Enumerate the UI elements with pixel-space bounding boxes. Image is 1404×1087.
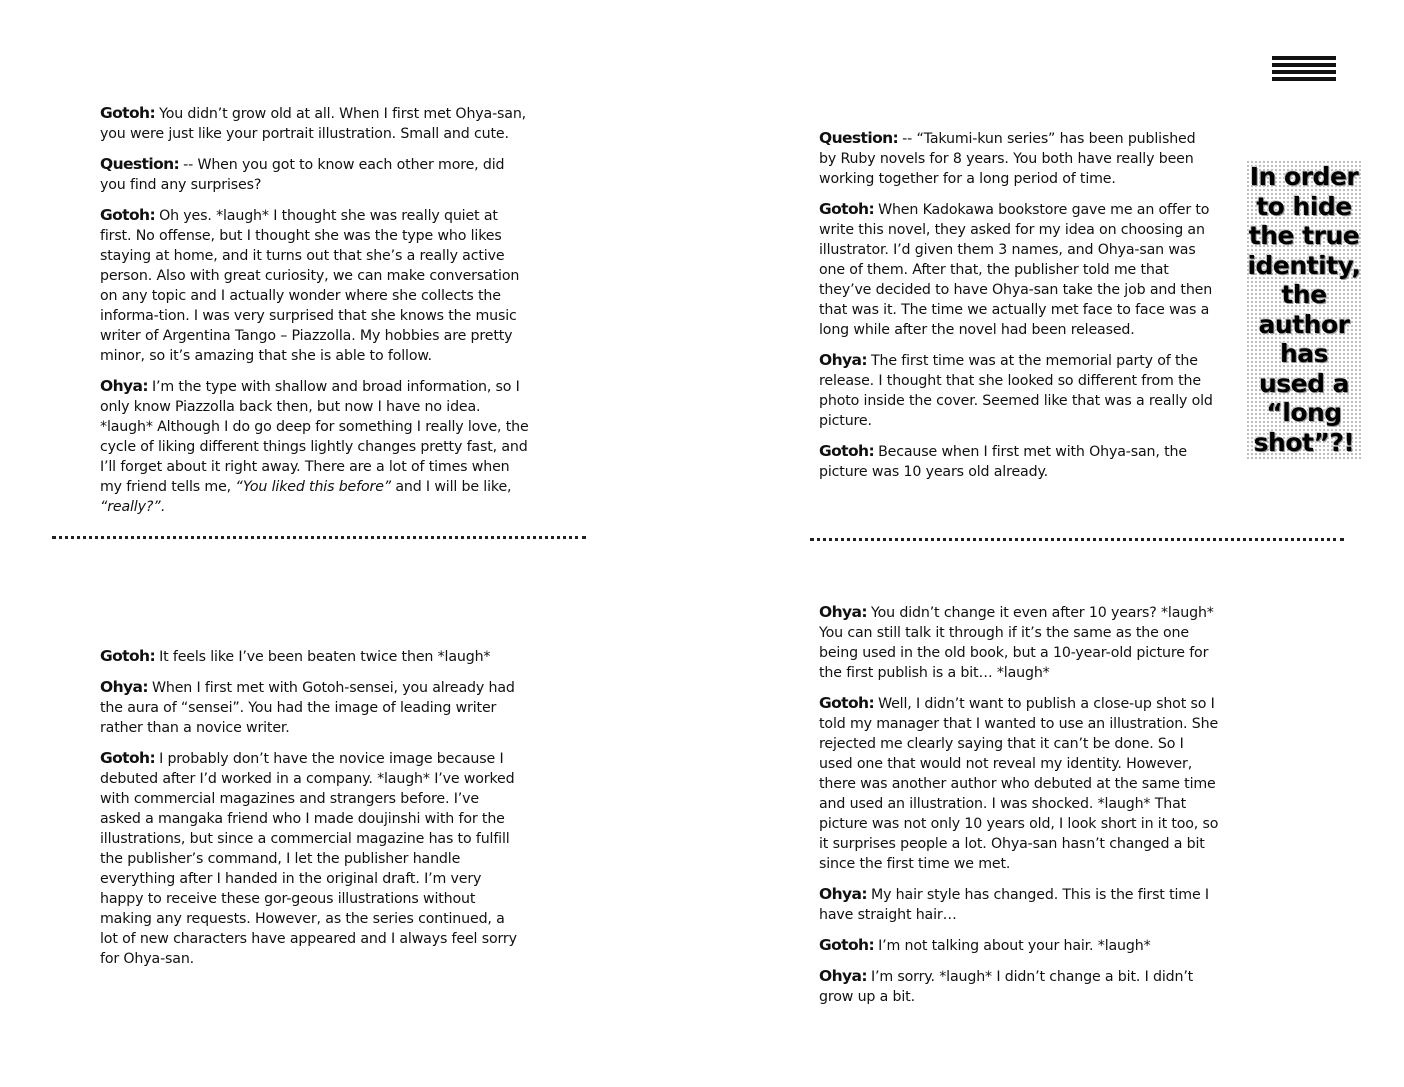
right-bottom-column — [819, 602, 1219, 1017]
dialogue-paragraph — [100, 677, 524, 738]
dialogue-paragraph — [819, 884, 1219, 925]
speaker-label: Gotoh: — [819, 200, 875, 218]
left-top-column — [100, 103, 530, 527]
dialogue-text: . — [160, 499, 165, 515]
speaker-label: Gotoh: — [100, 206, 156, 224]
speaker-label: Ohya: — [100, 377, 148, 395]
left-bottom-column — [100, 646, 524, 979]
dialogue-text: I’m the type with shallow and broad information, so I only know Piazzolla back then, but now I have no idea. *laugh* Although I do go deep for something I really love, the cycle of liking different things lightly changes pretty fast, and I’ll forget about it right away. There are a lot of times when my friend tells me, — [100, 379, 529, 495]
dialogue-text: and I will be like, — [390, 479, 512, 495]
dialogue-text: Because when I first met with Ohya-san, the picture was 10 years old already. — [819, 444, 1187, 480]
dialogue-text: -- When you got to know each other more, did you find any surprises? — [100, 157, 505, 193]
speaker-label: Gotoh: — [819, 936, 875, 954]
dialogue-paragraph — [100, 646, 524, 667]
speaker-label: Ohya: — [819, 967, 867, 985]
left-divider — [52, 536, 586, 539]
dialogue-text: The first time was at the memorial party of the release. I thought that she looked so different from the photo inside the cover. Seemed like that was a really old picture. — [819, 353, 1213, 429]
speaker-label: Gotoh: — [100, 749, 156, 767]
speaker-label: Ohya: — [100, 678, 148, 696]
speaker-label: Gotoh: — [819, 442, 875, 460]
dialogue-text: Well, I didn’t want to publish a close-up shot so I told my manager that I wanted to use an illustration. She rejected me clearly saying that it can’t be done. So I used one that would not reveal my identity. However, there was another author who debuted at the same time and used an illustration. I was shocked. *laugh* That picture was not only 10 years old, I look short in it too, so it surprises people a lot. Ohya-san hasn’t changed a bit since the first time we met. — [819, 696, 1219, 872]
dialogue-paragraph — [819, 441, 1215, 482]
quoted-text: “You liked this before” — [235, 479, 391, 495]
speaker-label: Question: — [819, 129, 899, 147]
dialogue-text: When I first met with Gotoh-sensei, you already had the aura of “sensei”. You had the image of leading writer rather than a novice writer. — [100, 680, 515, 736]
dialogue-paragraph — [100, 205, 530, 366]
dialogue-text: I probably don’t have the novice image because I debuted after I’d worked in a company. *laugh* I’ve worked with commercial magazines and strangers before. I’ve asked a mangaka friend who I made doujinshi with for the illustrations, but since a commercial magazine has to fulfill the publisher’s command, I let the publisher handle everything after I handed in the original draft. I’m very happy to receive these gor-geous illustrations without making any requests. However, as the series continued, a lot of new characters have appeared and I always feel sorry for Ohya-san. — [100, 751, 517, 967]
side-caption: In order to hide the true identity, the author has used a “long shot”?! — [1246, 160, 1362, 459]
dialogue-text: When Kadokawa bookstore gave me an offer to write this novel, they asked for my idea on choosing an illustrator. I’d given them 3 names, and Ohya-san was one of them. After that, the publisher told me that they’ve decided to have Ohya-san take the job and then that was it. The time we actually met face to face was a long while after the novel had been released. — [819, 202, 1213, 338]
speaker-label: Ohya: — [819, 885, 867, 903]
right-divider — [810, 538, 1344, 541]
dialogue-paragraph — [100, 748, 524, 969]
speaker-label: Ohya: — [819, 351, 867, 369]
right-top-column — [819, 128, 1215, 492]
dialogue-paragraph — [819, 128, 1215, 189]
quoted-text: “really?” — [100, 499, 161, 515]
speaker-label: Gotoh: — [819, 694, 875, 712]
dialogue-paragraph — [819, 966, 1219, 1007]
speaker-label: Ohya: — [819, 603, 867, 621]
dialogue-paragraph — [819, 602, 1219, 683]
dialogue-paragraph — [100, 376, 530, 517]
speaker-label: Gotoh: — [100, 104, 156, 122]
dialogue-text: It feels like I’ve been beaten twice then *laugh* — [159, 649, 491, 665]
dialogue-text: -- “Takumi-kun series” has been published by Ruby novels for 8 years. You both have really been working together for a long period of time. — [819, 131, 1196, 187]
dialogue-paragraph — [100, 154, 530, 195]
dialogue-paragraph — [819, 693, 1219, 874]
dialogue-text: I’m not talking about your hair. *laugh* — [878, 938, 1151, 954]
speaker-label: Gotoh: — [100, 647, 156, 665]
dialogue-paragraph — [100, 103, 530, 144]
dialogue-paragraph — [819, 199, 1215, 340]
dialogue-text: My hair style has changed. This is the first time I have straight hair… — [819, 887, 1209, 923]
dialogue-text: You didn’t change it even after 10 years? *laugh* You can still talk it through if it’s the same as the one being used in the old book, but a 10-year-old picture for the first publish is a bit… *laugh* — [819, 605, 1214, 681]
dialogue-text: Oh yes. *laugh* I thought she was really quiet at first. No offense, but I thought she was the type who likes staying at home, and it turns out that she’s a really active person. Also with great curiosity, we can make conversation on any topic and I actually wonder where she collects the informa-tion. I was very surprised that she knows the music writer of Argentina Tango – Piazzolla. My hobbies are pretty minor, so it’s amazing that she is able to follow. — [100, 208, 520, 364]
dialogue-paragraph — [819, 350, 1215, 431]
menu-bars-icon — [1272, 56, 1336, 84]
dialogue-paragraph — [819, 935, 1219, 956]
dialogue-text: I’m sorry. *laugh* I didn’t change a bit. I didn’t grow up a bit. — [819, 969, 1194, 1005]
dialogue-text: You didn’t grow old at all. When I first met Ohya-san, you were just like your portrait illustration. Small and cute. — [100, 106, 527, 142]
speaker-label: Question: — [100, 155, 180, 173]
